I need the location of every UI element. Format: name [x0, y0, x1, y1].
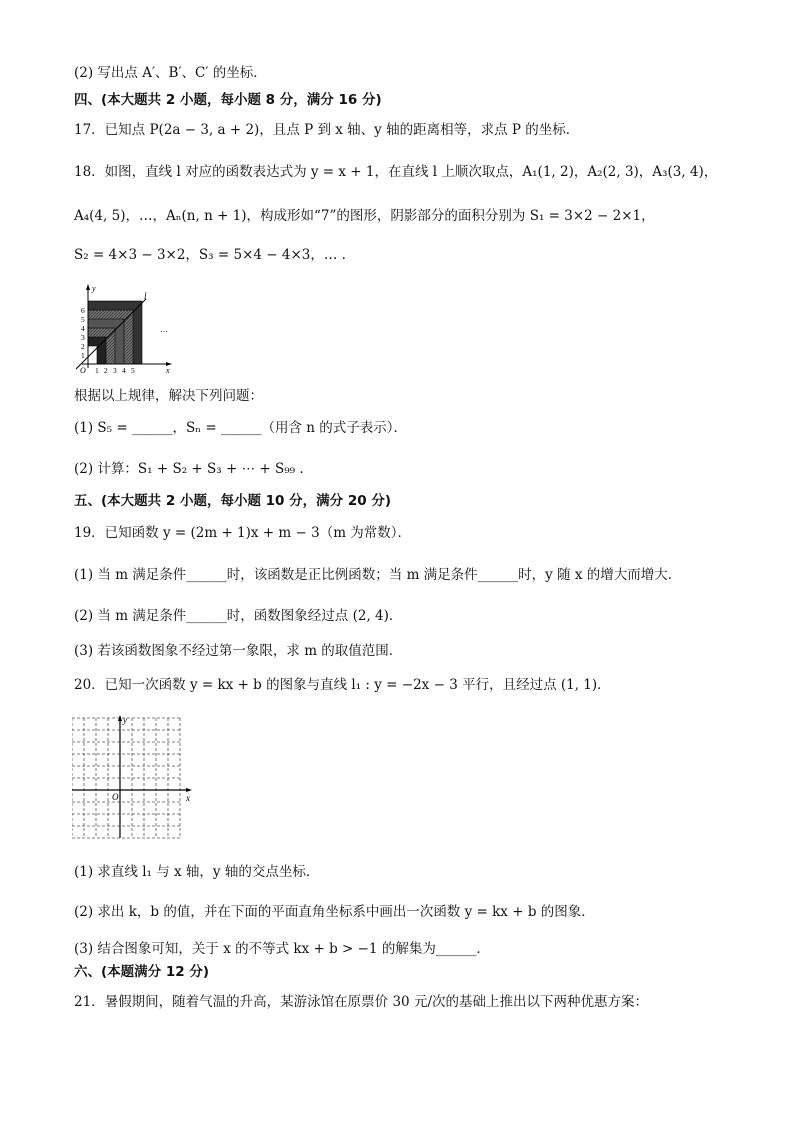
svg-text:1: 1 — [95, 366, 99, 374]
q19-text: 19．已知函数 y = (2m + 1)x + m − 3（m 为常数）． — [74, 525, 412, 541]
q21-text: 21．暑假期间，随着气温的升高，某游泳馆在原票价 30 元/次的基础上推出以下两种优惠方案： — [74, 994, 648, 1010]
fig18-origin: O — [80, 366, 86, 374]
svg-text:6: 6 — [81, 306, 85, 315]
fig18-dots: … — [160, 325, 168, 334]
q20-text: 20．已知一次函数 y = kx + b 的图象与直线 l₁ : y = −2x − 3 平行，且经过点 (1, 1)． — [74, 677, 611, 693]
svg-text:4: 4 — [81, 324, 85, 333]
svg-text:2: 2 — [81, 342, 85, 351]
fig20-origin: O — [112, 792, 119, 802]
q18-part1: (1) S₅ = ______，Sₙ = ______（用含 n 的式子表示）． — [74, 420, 407, 436]
q18-line2: A₄(4, 5)，…，Aₙ(n, n + 1)，构成形如“7”的图形，阴影部分的面积分别为 S₁ = 3×2 − 2×1， — [74, 208, 655, 224]
svg-text:2: 2 — [104, 366, 108, 374]
fig18-x-ticks — [95, 366, 135, 374]
svg-text:5: 5 — [131, 366, 135, 374]
q18-line3: S₂ = 4×3 − 3×2，S₃ = 5×4 − 4×3，… . — [74, 247, 346, 263]
fig18-y-ticks — [81, 306, 85, 360]
q19-part3: (3) 若该函数图象不经过第一象限，求 m 的取值范围． — [74, 643, 403, 659]
fig18-y-label: y — [92, 284, 96, 293]
section-4-heading: 四、(本大题共 2 小题，每小题 8 分，满分 16 分) — [74, 92, 382, 108]
svg-text:5: 5 — [81, 315, 85, 324]
section-5-heading: 五、(本大题共 2 小题，每小题 10 分，满分 20 分) — [74, 493, 392, 509]
figure-q20-grid — [72, 714, 194, 840]
q20-part3: (3) 结合图象可知，关于 x 的不等式 kx + b > −1 的解集为______． — [74, 941, 490, 957]
q18-instruction: 根据以上规律，解决下列问题： — [74, 388, 263, 404]
q17-text: 17．已知点 P(2a − 3, a + 2)，且点 P 到 x 轴、y 轴的距离相等，求点 P 的坐标． — [74, 122, 580, 138]
svg-text:1: 1 — [81, 351, 85, 360]
svg-text:3: 3 — [81, 333, 85, 342]
q16-part2: (2) 写出点 A′、B′、C′ 的坐标． — [74, 65, 267, 81]
q18-part2: (2) 计算：S₁ + S₂ + S₃ + ⋯ + S₉₉ ． — [74, 461, 313, 477]
fig18-line-label: l — [144, 291, 147, 301]
svg-text:3: 3 — [113, 366, 117, 374]
q20-part2: (2) 求出 k，b 的值，并在下面的平面直角坐标系中画出一次函数 y = kx + b 的图象． — [74, 904, 595, 920]
fig20-y-label: y — [123, 715, 127, 725]
q18-line1: 18．如图，直线 l 对应的函数表达式为 y = x + 1，在直线 l 上顺次取点，A₁(1, 2)，A₂(2, 3)，A₃(3, 4)， — [74, 164, 718, 180]
fig20-x-label: x — [186, 793, 190, 803]
figure-q18 — [72, 282, 182, 374]
q20-part1: (1) 求直线 l₁ 与 x 轴，y 轴的交点坐标． — [74, 864, 320, 880]
fig18-x-label: x — [166, 366, 170, 374]
q19-part2: (2) 当 m 满足条件______时，函数图象经过点 (2, 4)． — [74, 608, 403, 624]
svg-text:4: 4 — [122, 366, 126, 374]
q19-part1: (1) 当 m 满足条件______时，该函数是正比例函数；当 m 满足条件______时，y 随 x 的增大而增大． — [74, 567, 682, 583]
section-6-heading: 六、(本题满分 12 分) — [74, 964, 210, 980]
